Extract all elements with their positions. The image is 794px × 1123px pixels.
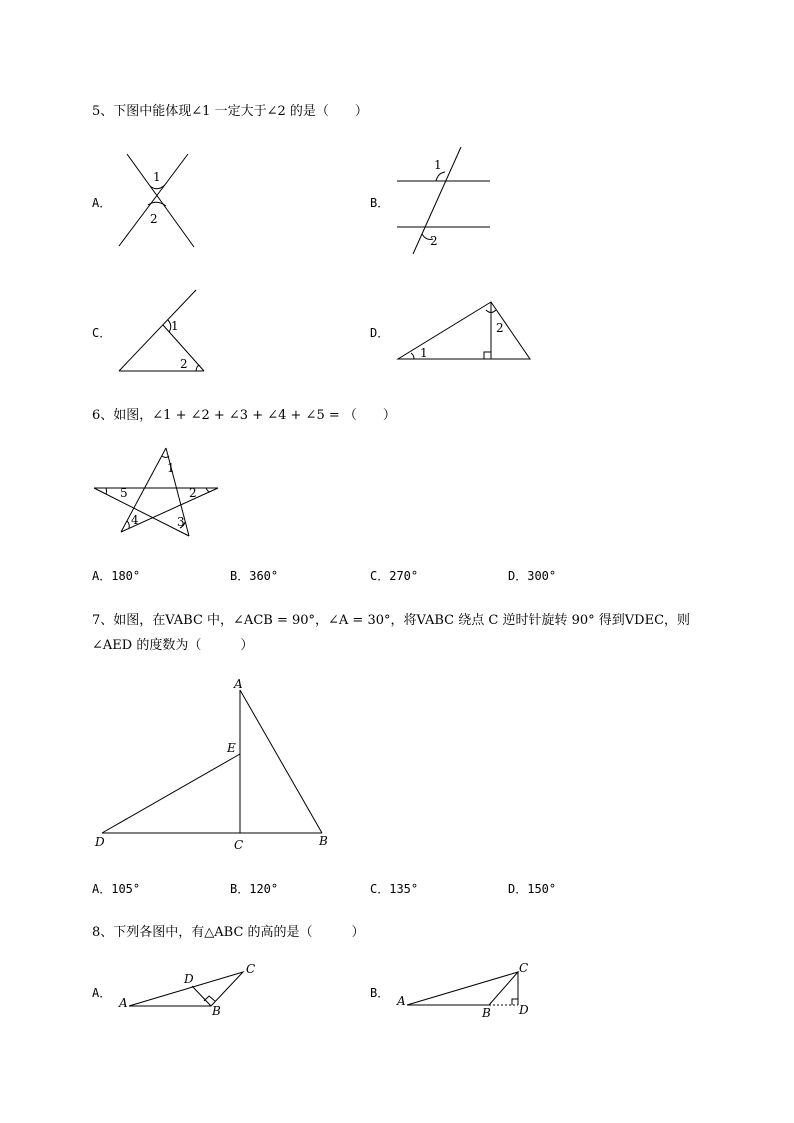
q8-figure-b	[392, 955, 542, 1020]
angle-label-2: 2	[180, 357, 188, 371]
q6-choice-c: C．270°	[370, 569, 419, 583]
segment-ab	[240, 690, 322, 833]
angle-label-1: 1	[167, 461, 175, 475]
point-label-d: D	[519, 1003, 529, 1017]
right-angle-mark	[484, 352, 491, 359]
angle-label-2: 2	[189, 486, 197, 500]
q5-figure-a	[110, 145, 210, 255]
q7-choice-a: A．105°	[92, 882, 141, 896]
point-label-d: D	[95, 835, 105, 849]
q7-choice-c: C．135°	[370, 882, 419, 896]
point-label-c: C	[246, 962, 256, 976]
angle-arc	[206, 488, 210, 492]
line	[119, 154, 188, 246]
point-label-b: B	[212, 1004, 221, 1018]
q5-figure-c	[110, 282, 210, 377]
angle-label-1: 1	[153, 170, 161, 184]
q7-stem-line1: 7、如图，在VABC 中，∠ACB = 90°，∠A = 30°，将VABC 绕点 C 逆时针旋转 90° 得到VDEC，则	[92, 613, 691, 628]
q7-stem-line2: ∠AED 的度数为（ ）	[92, 638, 254, 653]
angle-arc	[436, 172, 445, 181]
altitude-bd	[192, 986, 211, 1006]
q7-figure	[90, 672, 340, 857]
q5-figure-b	[390, 140, 500, 260]
q6-choice-d: D．300°	[508, 569, 557, 583]
q7-choice-b: B．120°	[230, 882, 279, 896]
q5-option-b: B．	[370, 196, 390, 210]
angle-label-1: 1	[171, 319, 179, 333]
right-angle-mark	[512, 999, 518, 1005]
point-label-b: B	[482, 1006, 491, 1020]
point-label-a: A	[119, 996, 128, 1010]
angle-label-4: 4	[131, 513, 139, 527]
q7-choice-d: D．150°	[508, 882, 557, 896]
angle-label-2: 2	[430, 234, 438, 248]
q5-option-c: C．	[92, 326, 112, 340]
point-label-a: A	[234, 677, 243, 691]
q6-choice-a: A．180°	[92, 569, 141, 583]
point-label-b: B	[319, 834, 328, 848]
q6-stem: 6、如图，∠1 + ∠2 + ∠3 + ∠4 + ∠5 = （ ）	[92, 408, 396, 423]
line	[127, 154, 194, 247]
point-label-e: E	[227, 741, 236, 755]
triangle	[407, 972, 518, 1005]
angle-label-2: 2	[496, 321, 504, 335]
point-label-d: D	[184, 972, 194, 986]
q5-option-a: A．	[92, 196, 112, 210]
angle-arc	[106, 488, 107, 494]
segment-de	[102, 754, 240, 833]
q5-stem: 5、下图中能体现∠1 一定大于∠2 的是（ ）	[92, 104, 368, 119]
angle-label-1: 1	[434, 158, 442, 172]
point-label-a: A	[397, 994, 406, 1008]
q6-star-figure	[88, 442, 228, 542]
point-label-c: C	[234, 838, 244, 852]
q8-option-b: B．	[370, 986, 390, 1000]
angle-label-5: 5	[120, 486, 128, 500]
q6-choice-b: B．360°	[230, 569, 279, 583]
q5-option-d: D．	[370, 326, 390, 340]
star-line	[94, 488, 189, 536]
angle-arc	[411, 353, 414, 359]
point-label-c: C	[519, 961, 529, 975]
triangle	[398, 302, 530, 359]
q8-option-a: A．	[92, 986, 112, 1000]
q8-stem: 8、下列各图中，有△ABC 的高的是（ ）	[92, 925, 365, 940]
q8-figure-a	[112, 955, 272, 1020]
angle-label-3: 3	[177, 515, 185, 529]
q5-figure-d	[390, 295, 540, 370]
angle-label-2: 2	[150, 212, 158, 226]
angle-arc	[127, 521, 129, 528]
angle-label-1: 1	[420, 346, 428, 360]
star-line	[121, 448, 166, 532]
